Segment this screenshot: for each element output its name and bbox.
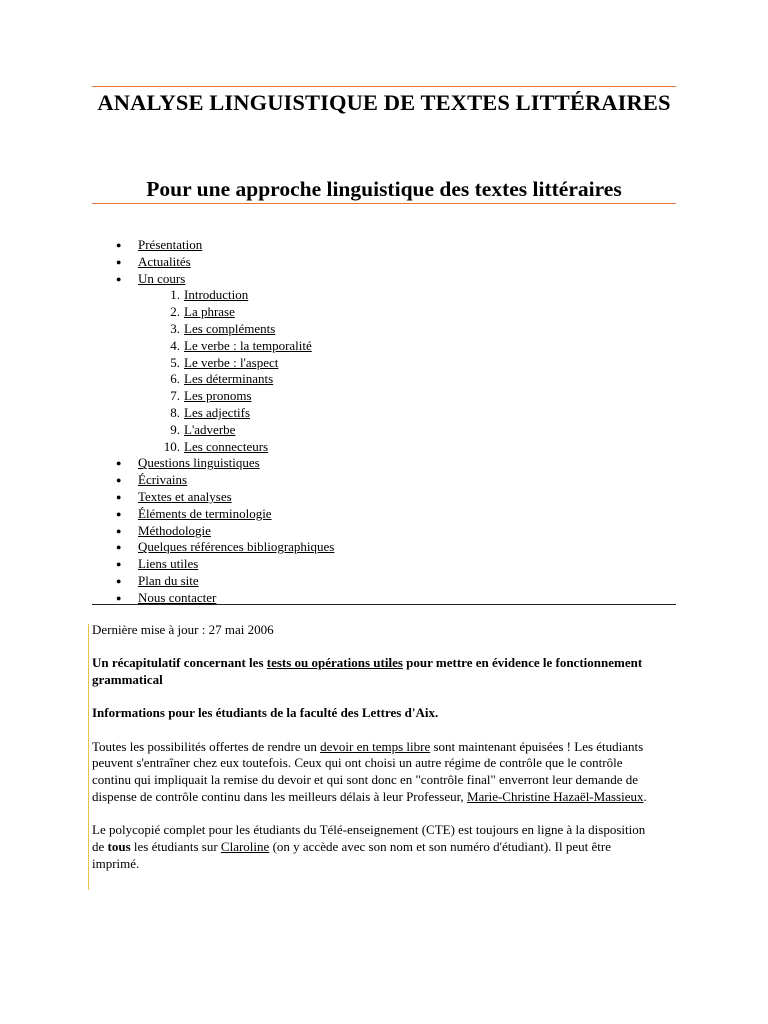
course-link-phrase[interactable]: La phrase — [184, 304, 235, 320]
bullet-icon: ● — [116, 240, 122, 250]
course-item — [92, 355, 676, 372]
devoir-paragraph — [92, 739, 658, 806]
recap-text-start: Un récapitulatif concernant les — [92, 655, 267, 671]
nav-link-questions[interactable]: Questions linguistiques — [138, 455, 260, 471]
info-heading-text: Informations pour les étudiants de la faculté des Lettres d'Aix. — [92, 705, 439, 721]
nav-link-liens[interactable]: Liens utiles — [138, 556, 199, 572]
devoir-text-middle: sont maintenant épuisées ! Les étudiants peuvent s'entraîner chez eux toutefois. Ceux qui ont choisi un autre régime de contrôle que le contrôle continu qui impliquait la remise du devoir et qui sont donc en "contrôle final" enverront leur demande de dispense de contrôle continu dans les meilleurs délais à leur Professeur, — [92, 738, 644, 805]
course-item-number: 10. — [163, 438, 180, 454]
main-content — [92, 622, 658, 889]
nav-link-ecrivains[interactable]: Écrivains — [138, 472, 188, 488]
nav-item-references — [92, 539, 676, 556]
nav-item-ecrivains — [92, 472, 676, 489]
course-item — [92, 439, 676, 456]
nav-item-un-cours — [92, 271, 676, 288]
nav-item-questions — [92, 455, 676, 472]
subtitle-rule — [92, 203, 676, 204]
bullet-icon: ● — [116, 458, 122, 469]
bullet-icon: ● — [116, 525, 122, 536]
course-item-number: 9. — [170, 421, 180, 437]
page-title: ANALYSE LINGUISTIQUE DE TEXTES LITTÉRAIRES — [97, 90, 671, 115]
info-heading — [92, 705, 658, 722]
polycopie-paragraph — [92, 822, 658, 872]
course-link-introduction[interactable]: Introduction — [184, 287, 249, 303]
nav-item-terminologie — [92, 506, 676, 523]
nav-link-actualites[interactable]: Actualités — [138, 253, 191, 269]
nav-item-presentation — [92, 237, 676, 254]
nav-link-presentation[interactable]: Présentation — [138, 237, 203, 252]
course-item — [92, 321, 676, 338]
course-item-number: 8. — [170, 404, 180, 420]
nav-link-references[interactable]: Quelques références bibliographiques — [138, 539, 335, 555]
nav-bottom-rule — [92, 604, 676, 605]
course-item — [92, 338, 676, 355]
professor-link[interactable]: Marie-Christine Hazaël-Massieux — [466, 789, 644, 805]
course-item — [92, 388, 676, 405]
course-item-number: 6. — [170, 371, 180, 387]
course-link-complements[interactable]: Les compléments — [184, 320, 276, 336]
nav-link-contact[interactable]: Nous contacter — [138, 589, 217, 605]
course-item-number: 4. — [170, 337, 180, 353]
course-item — [92, 304, 676, 321]
course-link-adjectifs[interactable]: Les adjectifs — [184, 404, 251, 420]
content-left-bar — [88, 624, 89, 890]
tests-link[interactable]: tests ou opérations utiles — [266, 655, 403, 671]
course-item-number: 3. — [170, 320, 180, 336]
polycopie-text-end: (on y accède avec son nom et son numéro d'étudiant). Il peut être imprimé. — [92, 839, 611, 871]
bullet-icon: ● — [116, 475, 122, 486]
polycopie-bold: tous — [107, 839, 131, 855]
bullet-icon: ● — [116, 559, 122, 570]
course-link-connecteurs[interactable]: Les connecteurs — [184, 438, 269, 454]
nav-list — [92, 237, 676, 607]
nav-item-textes — [92, 489, 676, 506]
nav-link-methodologie[interactable]: Méthodologie — [138, 522, 211, 538]
nav-link-un-cours[interactable]: Un cours — [138, 270, 186, 286]
devoir-text-end: . — [643, 789, 647, 805]
bullet-icon: ● — [116, 592, 122, 603]
polycopie-text-middle: les étudiants sur — [130, 839, 221, 855]
polycopie-text-start: Le polycopié complet pour les étudiants du Télé-enseignement (CTE) est toujours en ligne à la disposition de — [92, 822, 646, 855]
last-update: Dernière mise à jour : 27 mai 2006 — [92, 622, 274, 637]
course-link-verbe-temporalite[interactable]: Le verbe : la temporalité — [184, 337, 312, 353]
bullet-icon: ● — [116, 273, 122, 284]
bullet-icon: ● — [116, 542, 122, 553]
course-link-verbe-aspect[interactable]: Le verbe : l'aspect — [184, 354, 279, 370]
bullet-icon: ● — [116, 508, 122, 519]
course-sublist-container — [92, 287, 676, 455]
bullet-icon: ● — [116, 491, 122, 502]
recap-paragraph — [92, 655, 658, 689]
top-rule — [92, 86, 676, 87]
course-item — [92, 287, 676, 304]
nav-link-plan[interactable]: Plan du site — [138, 572, 199, 588]
devoir-text-start: Toutes les possibilités offertes de rendre un — [92, 738, 321, 754]
course-link-determinants[interactable]: Les déterminants — [184, 371, 274, 387]
nav-link-textes[interactable]: Textes et analyses — [138, 488, 232, 504]
nav-link-terminologie[interactable]: Éléments de terminologie — [138, 505, 272, 521]
course-sublist — [92, 287, 676, 455]
nav-item-plan — [92, 573, 676, 590]
course-item-number: 1. — [170, 287, 180, 303]
nav-item-liens — [92, 556, 676, 573]
course-link-pronoms[interactable]: Les pronoms — [184, 388, 252, 404]
devoir-link[interactable]: devoir en temps libre — [320, 738, 431, 754]
course-item — [92, 422, 676, 439]
nav-item-methodologie — [92, 523, 676, 540]
page-subtitle: Pour une approche linguistique des textes littéraires — [146, 177, 622, 201]
course-link-adverbe[interactable]: L'adverbe — [184, 421, 236, 437]
course-item — [92, 405, 676, 422]
bullet-icon: ● — [116, 575, 122, 586]
course-item-number: 2. — [170, 304, 180, 320]
recap-text-end: pour mettre en évidence le fonctionnement grammatical — [92, 655, 643, 688]
bullet-icon: ● — [116, 256, 122, 267]
site-navigation — [92, 237, 676, 607]
course-item — [92, 371, 676, 388]
nav-item-actualites — [92, 254, 676, 271]
claroline-link[interactable]: Claroline — [220, 839, 270, 855]
course-item-number: 7. — [170, 388, 180, 404]
course-item-number: 5. — [170, 354, 180, 370]
